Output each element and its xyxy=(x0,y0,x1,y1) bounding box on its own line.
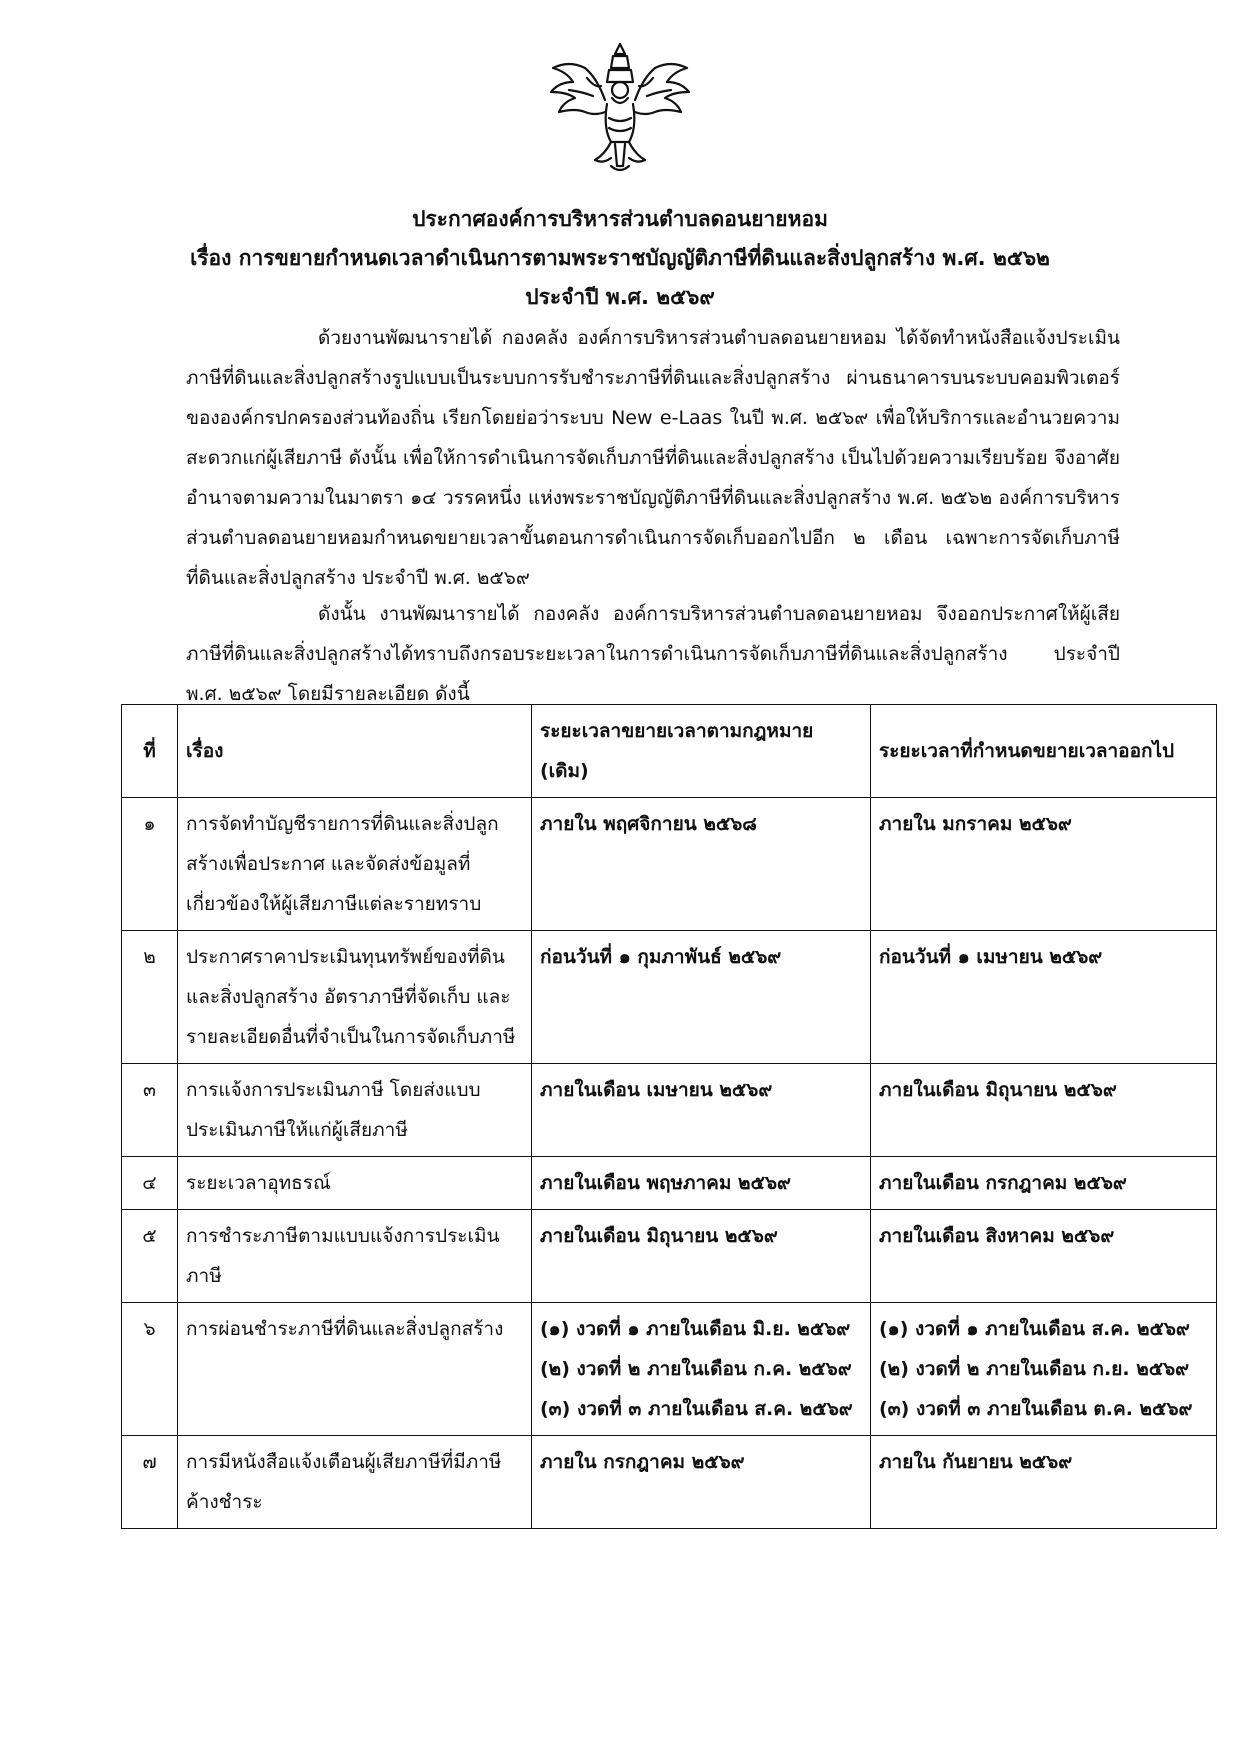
row-topic: ประกาศราคาประเมินทุนทรัพย์ของที่ดินและสิ่งปลูกสร้าง อัตราภาษีที่จัดเก็บ และรายละเอียดอื่นที่จำเป็นในการจัดเก็บภาษี xyxy=(178,931,532,1064)
table-row xyxy=(122,1210,1217,1303)
header-new-deadline: ระยะเวลาที่กำหนดขยายเวลาออกไป xyxy=(871,705,1217,798)
row-old-installments xyxy=(532,1303,871,1436)
announcement-fiscal-year: ประจำปี พ.ศ. ๒๕๖๙ xyxy=(525,285,715,309)
announcement-subject: เรื่อง การขยายกำหนดเวลาดำเนินการตามพระราชบัญญัติภาษีที่ดินและสิ่งปลูกสร้าง พ.ศ. ๒๕๖๒ xyxy=(190,246,1050,270)
row-new-installments xyxy=(871,1303,1217,1436)
row-old-deadline: ภายใน กรกฎาคม ๒๕๖๙ xyxy=(532,1436,871,1529)
announcement-title: ประกาศองค์การบริหารส่วนตำบลดอนยายหอม xyxy=(412,207,828,231)
row-no: ๗ xyxy=(122,1436,178,1529)
row-topic: ระยะเวลาอุทธรณ์ xyxy=(178,1157,532,1210)
table-row xyxy=(122,1436,1217,1529)
row-topic: การมีหนังสือแจ้งเตือนผู้เสียภาษีที่มีภาษีค้างชำระ xyxy=(178,1436,532,1529)
table-row xyxy=(122,1064,1217,1157)
row-old-deadline: ภายในเดือน มิถุนายน ๒๕๖๙ xyxy=(532,1210,871,1303)
row-old-deadline: ภายใน พฤศจิกายน ๒๕๖๘ xyxy=(532,798,871,931)
garuda-emblem-icon xyxy=(545,38,695,188)
table-row xyxy=(122,798,1217,931)
old-installment-2: (๒) งวดที่ ๒ ภายในเดือน ก.ค. ๒๕๖๙ xyxy=(540,1358,852,1380)
row-no: ๒ xyxy=(122,931,178,1064)
header-topic: เรื่อง xyxy=(178,705,532,798)
row-no: ๖ xyxy=(122,1303,178,1436)
row-no: ๑ xyxy=(122,798,178,931)
header-no: ที่ xyxy=(122,705,178,798)
row-new-deadline: ภายในเดือน มิถุนายน ๒๕๖๙ xyxy=(871,1064,1217,1157)
row-old-deadline: ก่อนวันที่ ๑ กุมภาพันธ์ ๒๕๖๙ xyxy=(532,931,871,1064)
row-topic: การจัดทำบัญชีรายการที่ดินและสิ่งปลูกสร้างเพื่อประกาศ และจัดส่งข้อมูลที่เกี่ยวข้องให้ผู้เสียภาษีแต่ละรายทราบ xyxy=(178,798,532,931)
paragraph-1-text: ด้วยงานพัฒนารายได้ กองคลัง องค์การบริหารส่วนตำบลดอนยายหอม ได้จัดทำหนังสือแจ้งประเมินภาษีที่ดินและสิ่งปลูกสร้างรูปแบบเป็นระบบการรับชำระภาษีที่ดินและสิ่งปลูกสร้าง ผ่านธนาคารบนระบบคอมพิวเตอร์ขององค์กรปกครองส่วนท้องถิ่น เรียกโดยย่อว่าระบบ New e-Laas ในปี พ.ศ. ๒๕๖๙ เพื่อให้บริการและอำนวยความสะดวกแก่ผู้เสียภาษี ดังนั้น เพื่อให้การดำเนินการจัดเก็บภาษีที่ดินและสิ่งปลูกสร้าง เป็นไปด้วยความเรียบร้อย จึงอาศัยอำนาจตามความในมาตรา ๑๔ วรรคหนึ่ง แห่งพระราชบัญญัติภาษีที่ดินและสิ่งปลูกสร้าง พ.ศ. ๒๕๖๒ องค์การบริหารส่วนตำบลดอนยายหอมกำหนดขยายเวลาขั้นตอนการดำเนินการจัดเก็บออกไปอีก ๒ เดือน เฉพาะการจัดเก็บภาษีที่ดินและสิ่งปลูกสร้าง ประจำปี พ.ศ. ๒๕๖๙ xyxy=(186,327,1120,589)
old-installment-1: (๑) งวดที่ ๑ ภายในเดือน มิ.ย. ๒๕๖๙ xyxy=(540,1318,851,1340)
row-old-deadline: ภายในเดือน เมษายน ๒๕๖๙ xyxy=(532,1064,871,1157)
new-installment-1: (๑) งวดที่ ๑ ภายในเดือน ส.ค. ๒๕๖๙ xyxy=(879,1318,1190,1340)
row-new-deadline: ภายในเดือน สิงหาคม ๒๕๖๙ xyxy=(871,1210,1217,1303)
row-new-deadline: ก่อนวันที่ ๑ เมษายน ๒๕๖๙ xyxy=(871,931,1217,1064)
table-row xyxy=(122,931,1217,1064)
table-row xyxy=(122,1303,1217,1436)
table-row xyxy=(122,1157,1217,1210)
old-installment-3: (๓) งวดที่ ๓ ภายในเดือน ส.ค. ๒๕๖๙ xyxy=(540,1398,853,1420)
row-new-deadline: ภายใน กันยายน ๒๕๖๙ xyxy=(871,1436,1217,1529)
row-no: ๕ xyxy=(122,1210,178,1303)
paragraph-2-text: ดังนั้น งานพัฒนารายได้ กองคลัง องค์การบริหารส่วนตำบลดอนยายหอม จึงออกประกาศให้ผู้เสียภาษีที่ดินและสิ่งปลูกสร้างได้ทราบถึงกรอบระยะเวลาในการดำเนินการจัดเก็บภาษีที่ดินและสิ่งปลูกสร้าง ประจำปี พ.ศ. ๒๕๖๙ โดยมีรายละเอียด ดังนี้ xyxy=(186,603,1120,705)
row-new-deadline: ภายในเดือน กรกฎาคม ๒๕๖๙ xyxy=(871,1157,1217,1210)
header-old-deadline: ระยะเวลาขยายเวลาตามกฎหมาย (เดิม) xyxy=(532,705,871,798)
row-old-deadline: ภายในเดือน พฤษภาคม ๒๕๖๙ xyxy=(532,1157,871,1210)
new-installment-3: (๓) งวดที่ ๓ ภายในเดือน ต.ค. ๒๕๖๙ xyxy=(879,1398,1193,1420)
row-topic: การชำระภาษีตามแบบแจ้งการประเมินภาษี xyxy=(178,1210,532,1303)
row-topic: การผ่อนชำระภาษีที่ดินและสิ่งปลูกสร้าง xyxy=(178,1303,532,1436)
row-no: ๓ xyxy=(122,1064,178,1157)
body-paragraph-1 xyxy=(186,318,1120,598)
new-installment-2: (๒) งวดที่ ๒ ภายในเดือน ก.ย. ๒๕๖๙ xyxy=(879,1358,1190,1380)
row-topic: การแจ้งการประเมินภาษี โดยส่งแบบประเมินภาษีให้แก่ผู้เสียภาษี xyxy=(178,1064,532,1157)
row-no: ๔ xyxy=(122,1157,178,1210)
row-new-deadline: ภายใน มกราคม ๒๕๖๙ xyxy=(871,798,1217,931)
body-paragraph-2 xyxy=(186,594,1120,714)
schedule-table xyxy=(121,704,1217,1529)
table-header-row xyxy=(122,705,1217,798)
